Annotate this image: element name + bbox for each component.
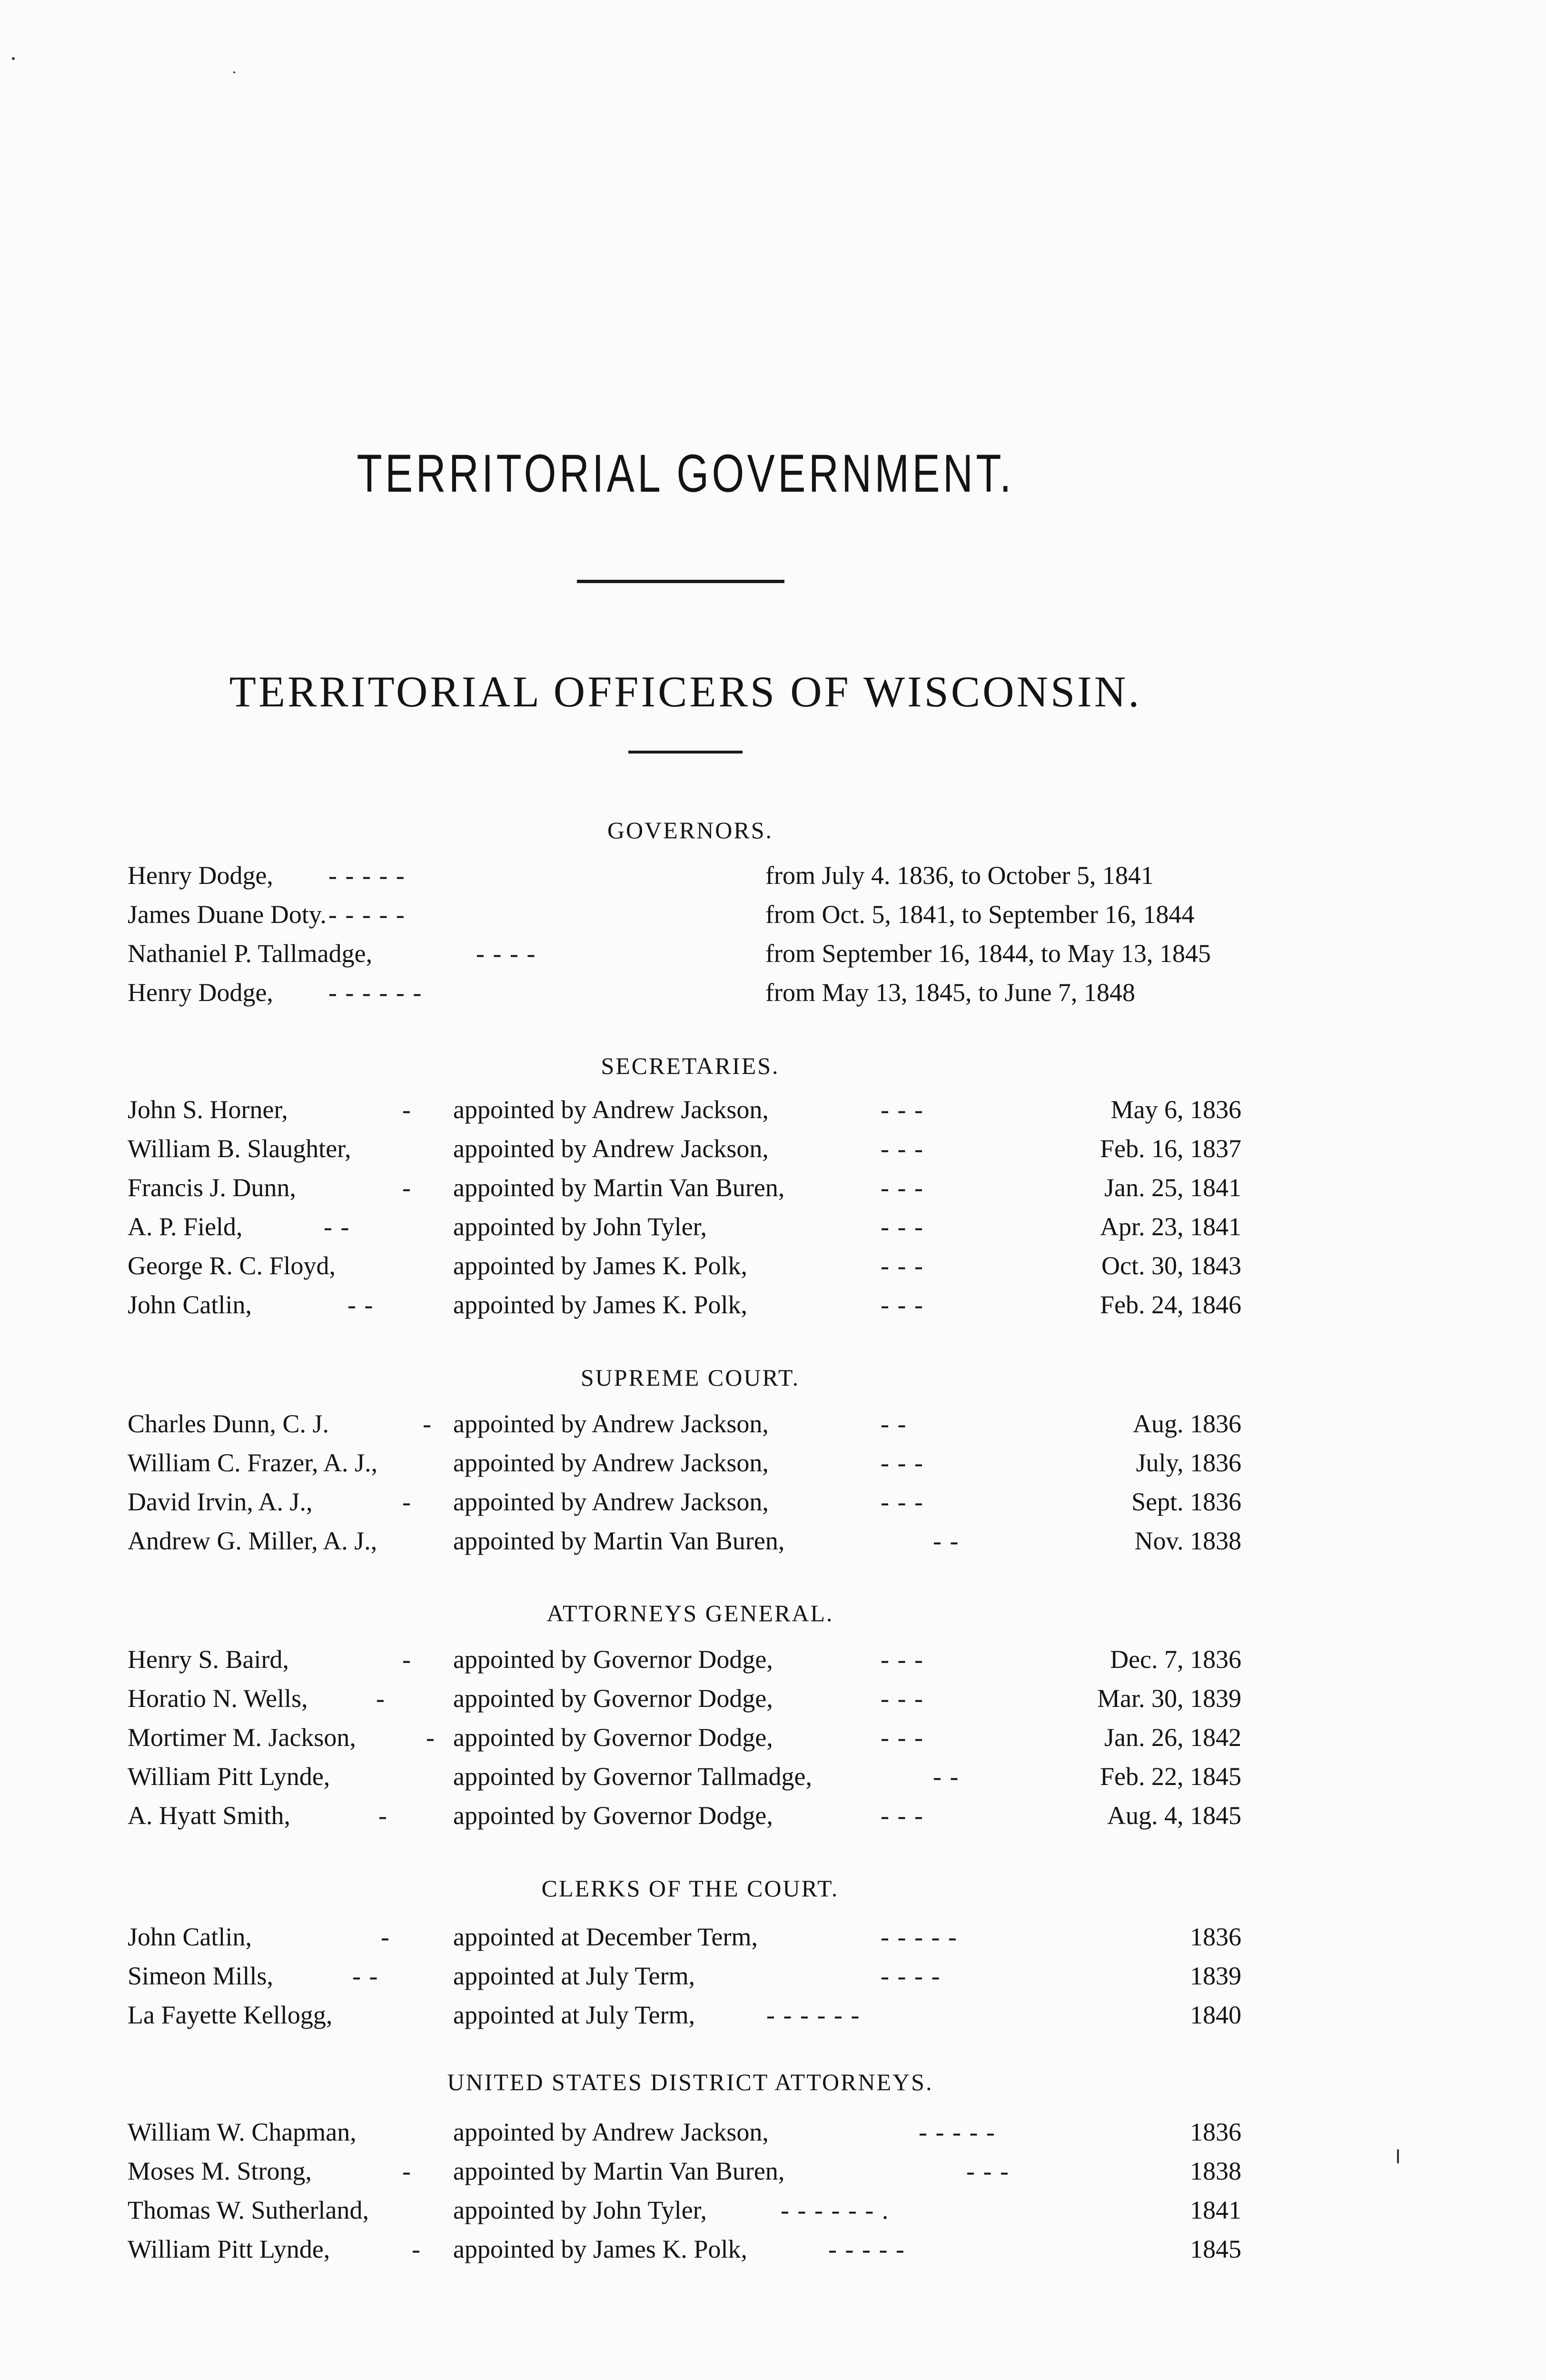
dot-leader: - — [402, 2157, 412, 2185]
officer-name: La Fayette Kellogg, — [128, 2001, 333, 2029]
secretary-row — [0, 1095, 1546, 1128]
appointment: appointed at December Term, — [453, 1923, 758, 1951]
appointment: appointed by James K. Polk, — [453, 1290, 747, 1319]
officer-name: Francis J. Dunn, — [128, 1173, 296, 1202]
title-divider — [577, 580, 784, 583]
secretary-row — [0, 1290, 1546, 1323]
officer-name: William W. Chapman, — [128, 2118, 357, 2146]
appointment: appointed by Governor Tallmadge, — [453, 1762, 813, 1791]
dot-leader: - - - - - — [328, 900, 406, 929]
governor-row — [0, 900, 1546, 933]
attorney-general-row — [0, 1762, 1546, 1795]
appointment-date: Aug. 4, 1845 — [1107, 1801, 1241, 1830]
appointment-date: Jan. 25, 1841 — [1104, 1173, 1241, 1202]
dot-leader: - - — [881, 1409, 907, 1438]
officer-name: John Catlin, — [128, 1290, 252, 1319]
dot-leader: - - - - - — [328, 861, 406, 890]
officer-name: Thomas W. Sutherland, — [128, 2196, 369, 2224]
section-heading-district-attorneys: UNITED STATES DISTRICT ATTORNEYS. — [447, 2069, 933, 2095]
appointment-date: Jan. 26, 1842 — [1104, 1723, 1241, 1752]
term-period: from Oct. 5, 1841, to September 16, 1844 — [765, 900, 1195, 929]
section-heading-secretaries: SECRETARIES. — [601, 1052, 780, 1079]
appointment: appointed by Andrew Jackson, — [453, 1448, 769, 1477]
dot-leader: - — [412, 2235, 421, 2263]
dot-leader: - - - - - — [881, 1923, 958, 1951]
officer-name: James Duane Doty. — [128, 900, 327, 929]
officer-name: William Pitt Lynde, — [128, 2235, 330, 2263]
appointment: appointed by Martin Van Buren, — [453, 1173, 785, 1202]
dot-leader: - - - — [881, 1173, 924, 1202]
clerk-row — [0, 2000, 1546, 2033]
governor-row — [0, 939, 1546, 972]
officer-name: David Irvin, A. J., — [128, 1488, 313, 1516]
officer-name: A. Hyatt Smith, — [128, 1801, 291, 1830]
officer-name: Henry Dodge, — [128, 861, 273, 890]
appointment-date: 1840 — [1190, 2001, 1241, 2029]
appointment-date: 1838 — [1190, 2157, 1241, 2185]
dot-leader: - - - — [881, 1488, 924, 1516]
secretary-row — [0, 1251, 1546, 1284]
secretary-row — [0, 1134, 1546, 1167]
appointment-date: Nov. 1838 — [1134, 1527, 1241, 1555]
dot-leader: - — [402, 1645, 412, 1674]
appointment: appointed by Andrew Jackson, — [453, 2118, 769, 2146]
appointment: appointed by John Tyler, — [453, 1212, 707, 1241]
appointment-date: Sept. 1836 — [1131, 1488, 1241, 1516]
district-attorney-row — [0, 2234, 1546, 2268]
dot-leader: - - - - - - . — [781, 2196, 890, 2224]
dot-leader: - - - - - — [828, 2235, 905, 2263]
officer-name: Simeon Mills, — [128, 1962, 274, 1990]
secretary-row — [0, 1173, 1546, 1206]
officer-name: William B. Slaughter, — [128, 1134, 351, 1163]
appointment: appointed by Governor Dodge, — [453, 1645, 773, 1674]
officer-name: Andrew G. Miller, A. J., — [128, 1527, 377, 1555]
officer-name: Charles Dunn, C. J. — [128, 1409, 329, 1438]
dot-leader: - - - - - - — [766, 2001, 861, 2029]
appointment: appointed by Martin Van Buren, — [453, 2157, 785, 2185]
appointment-date: 1836 — [1190, 2118, 1241, 2146]
term-period: from May 13, 1845, to June 7, 1848 — [765, 978, 1135, 1007]
officer-name: William Pitt Lynde, — [128, 1762, 330, 1791]
appointment-date: Feb. 22, 1845 — [1100, 1762, 1241, 1791]
dot-leader: - — [402, 1095, 412, 1124]
appointment-date: Dec. 7, 1836 — [1110, 1645, 1241, 1674]
section-heading-governors: GOVERNORS. — [607, 817, 773, 843]
dot-leader: - - — [352, 1962, 379, 1990]
dot-leader: - — [378, 1801, 388, 1830]
appointment: appointed by Andrew Jackson, — [453, 1134, 769, 1163]
justice-row — [0, 1409, 1546, 1442]
clerk-row — [0, 1961, 1546, 1994]
appointment: appointed by Governor Dodge, — [453, 1801, 773, 1830]
dot-leader: - - — [933, 1762, 960, 1791]
officer-name: Henry S. Baird, — [128, 1645, 289, 1674]
dot-leader: - — [423, 1409, 432, 1438]
dot-leader: - - - - — [476, 939, 536, 968]
appointment: appointed by James K. Polk, — [453, 1251, 747, 1280]
dot-leader: - — [402, 1173, 412, 1202]
appointment-date: Oct. 30, 1843 — [1101, 1251, 1241, 1280]
appointment-date: Mar. 30, 1839 — [1097, 1684, 1241, 1713]
appointment: appointed by James K. Polk, — [453, 2235, 747, 2263]
appointment-date: 1839 — [1190, 1962, 1241, 1990]
attorney-general-row — [0, 1684, 1546, 1717]
dot-leader: - - — [347, 1290, 374, 1319]
clerk-row — [0, 1922, 1546, 1955]
dot-leader: - — [426, 1723, 436, 1752]
dot-leader: - - - — [881, 1290, 924, 1319]
appointment-date: 1841 — [1190, 2196, 1241, 2224]
officer-name: Horatio N. Wells, — [128, 1684, 308, 1713]
print-speck — [12, 57, 15, 60]
appointment-date: July, 1836 — [1136, 1448, 1241, 1477]
dot-leader: - — [376, 1684, 386, 1713]
dot-leader: - - — [324, 1212, 350, 1241]
attorney-general-row — [0, 1723, 1546, 1756]
term-period: from July 4. 1836, to October 5, 1841 — [765, 861, 1154, 890]
officer-name: Henry Dodge, — [128, 978, 273, 1007]
dot-leader: - - - - - — [919, 2118, 996, 2146]
section-heading-clerks: CLERKS OF THE COURT. — [541, 1875, 839, 1902]
subtitle-divider — [628, 751, 743, 754]
dot-leader: - - - — [881, 1251, 924, 1280]
appointment: appointed by John Tyler, — [453, 2196, 707, 2224]
appointment: appointed at July Term, — [453, 1962, 695, 1990]
governor-row — [0, 861, 1546, 894]
officer-name: William C. Frazer, A. J., — [128, 1448, 378, 1477]
dot-leader: - - - — [881, 1723, 924, 1752]
section-heading-attorneys-general: ATTORNEYS GENERAL. — [546, 1600, 834, 1626]
appointment-date: Feb. 24, 1846 — [1100, 1290, 1241, 1319]
officer-name: George R. C. Floyd, — [128, 1251, 336, 1280]
justice-row — [0, 1448, 1546, 1481]
officer-name: Moses M. Strong, — [128, 2157, 312, 2185]
officer-name: A. P. Field, — [128, 1212, 243, 1241]
dot-leader: - - — [933, 1527, 960, 1555]
term-period: from September 16, 1844, to May 13, 1845 — [765, 939, 1211, 968]
section-heading-supreme-court: SUPREME COURT. — [580, 1364, 800, 1391]
appointment: appointed by Governor Dodge, — [453, 1723, 773, 1752]
appointment: appointed by Martin Van Buren, — [453, 1527, 785, 1555]
subtitle: TERRITORIAL OFFICERS OF WISCONSIN. — [229, 667, 1142, 716]
appointment: appointed by Andrew Jackson, — [453, 1095, 769, 1124]
appointment-date: Feb. 16, 1837 — [1100, 1134, 1241, 1163]
appointment-date: 1836 — [1190, 1923, 1241, 1951]
dot-leader: - - - - - - — [328, 978, 423, 1007]
dot-leader: - - - — [881, 1134, 924, 1163]
dot-leader: - - - — [881, 1801, 924, 1830]
dot-leader: - — [381, 1923, 390, 1951]
officer-name: John S. Horner, — [128, 1095, 288, 1124]
officer-name: John Catlin, — [128, 1923, 252, 1951]
attorney-general-row — [0, 1645, 1546, 1678]
attorney-general-row — [0, 1801, 1546, 1834]
justice-row — [0, 1487, 1546, 1520]
district-attorney-row — [0, 2117, 1546, 2151]
secretary-row — [0, 1212, 1546, 1245]
appointment: appointed by Andrew Jackson, — [453, 1488, 769, 1516]
appointment-date: May 6, 1836 — [1110, 1095, 1241, 1124]
dot-leader: - - - — [881, 1684, 924, 1713]
print-speck — [1397, 2149, 1399, 2163]
dot-leader: - - - — [881, 1212, 924, 1241]
dot-leader: - - - — [966, 2157, 1010, 2185]
dot-leader: - - - - — [881, 1962, 941, 1990]
page-title: TERRITORIAL GOVERNMENT. — [357, 444, 1014, 503]
print-speck — [233, 71, 235, 73]
appointment-date: 1845 — [1190, 2235, 1241, 2263]
appointment: appointed by Andrew Jackson, — [453, 1409, 769, 1438]
appointment: appointed by Governor Dodge, — [453, 1684, 773, 1713]
appointment: appointed at July Term, — [453, 2001, 695, 2029]
justice-row — [0, 1526, 1546, 1559]
dot-leader: - - - — [881, 1448, 924, 1477]
dot-leader: - - - — [881, 1645, 924, 1674]
district-attorney-row — [0, 2156, 1546, 2190]
officer-name: Mortimer M. Jackson, — [128, 1723, 356, 1752]
appointment-date: Apr. 23, 1841 — [1100, 1212, 1241, 1241]
dot-leader: - - - — [881, 1095, 924, 1124]
dot-leader: - — [402, 1488, 412, 1516]
appointment-date: Aug. 1836 — [1133, 1409, 1241, 1438]
governor-row — [0, 978, 1546, 1011]
district-attorney-row — [0, 2195, 1546, 2229]
officer-name: Nathaniel P. Tallmadge, — [128, 939, 373, 968]
